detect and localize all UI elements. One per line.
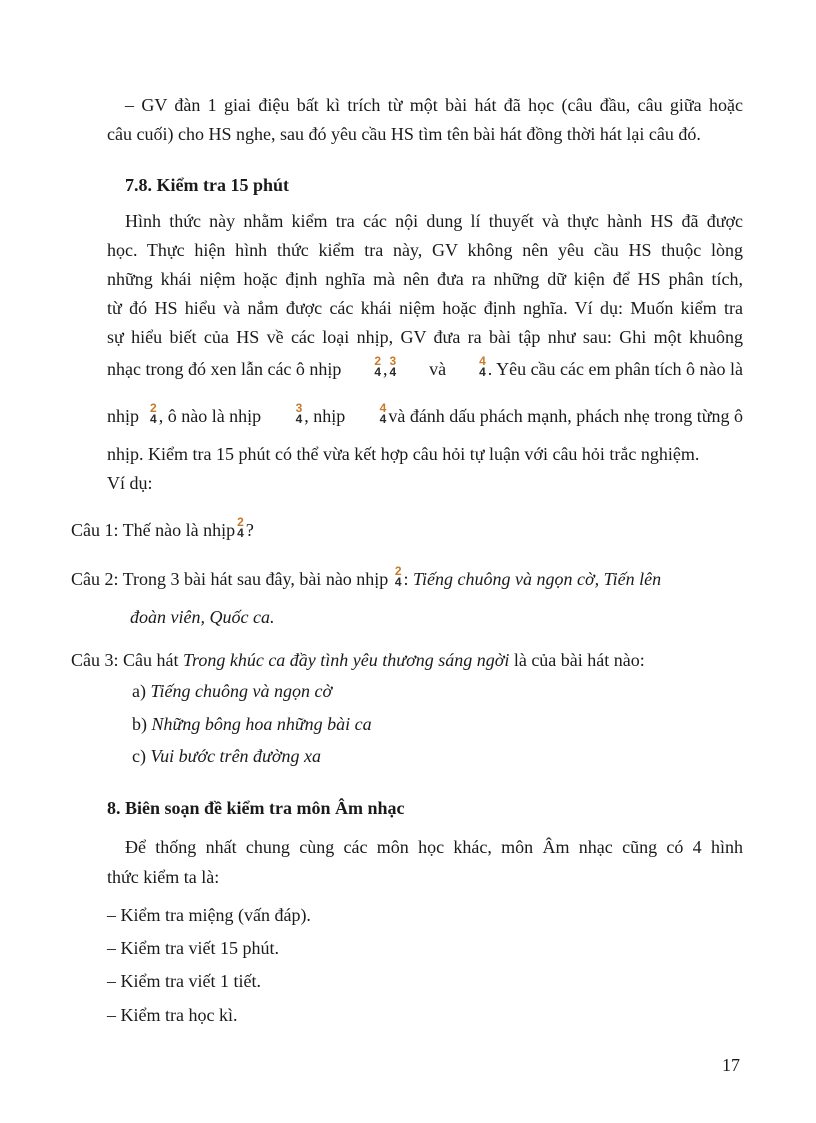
fraction-group	[294, 401, 346, 428]
list-item: – Kiểm tra miệng (vấn đáp).	[107, 905, 311, 925]
section-heading: 8. Biên soạn đề kiểm tra môn Âm nhạc	[107, 798, 405, 818]
paragraph-line: học. Thực hiện hình thức kiểm tra này, GV không nên yêu cầu HS thuộc lòng	[107, 240, 743, 260]
question-text: Câu 3: Câu hát	[71, 650, 179, 670]
question-1	[71, 515, 254, 542]
time-signature-4-4: 4 4	[379, 401, 387, 426]
text-segment: , ô nào là nhịp	[158, 406, 262, 426]
fraction-group	[107, 401, 262, 428]
question-2	[71, 564, 662, 591]
question-text: Câu 2: Trong 3 bài hát sau đây, bài nào nhịp	[71, 569, 389, 589]
time-signature-2-4: 2 4	[374, 354, 382, 379]
paragraph-line: những khái niệm hoặc định nghĩa mà nên đưa ra những dữ kiện để HS phân tích,	[107, 269, 743, 289]
section-heading: 7.8. Kiểm tra 15 phút	[125, 175, 289, 195]
list-item: – Kiểm tra viết 15 phút.	[107, 938, 279, 958]
time-signature-2-4: 2 4	[394, 564, 402, 589]
question-text: là của bài hát nào:	[513, 650, 645, 670]
list-item: – Kiểm tra học kì.	[107, 1005, 238, 1025]
text-segment: và	[429, 359, 447, 379]
paragraph-line: sự hiểu biết của HS về các loại nhịp, GV đưa ra bài tập như sau: Ghi một khuông	[107, 327, 743, 347]
paragraph-line: thức kiểm ta là:	[107, 867, 220, 887]
page-number: 17	[722, 1055, 740, 1075]
question-text: :	[403, 569, 409, 589]
paragraph-line: câu cuối) cho HS nghe, sau đó yêu cầu HS tìm tên bài hát đồng thời hát lại câu đó.	[107, 124, 701, 144]
song-lyric: Trong khúc ca đầy tình yêu thương sáng ngời	[182, 650, 510, 670]
fraction-group	[477, 354, 743, 381]
question-text: Câu 1: Thế nào là nhịp	[71, 520, 236, 540]
paragraph-line: nhịp. Kiểm tra 15 phút có thể vừa kết hợp câu hỏi tự luận với câu hỏi trắc nghiệm.	[107, 444, 700, 464]
time-signature-3-4: 3 4	[389, 354, 397, 379]
text-segment: và đánh dấu phách mạnh, phách nhẹ trong từng ô	[388, 406, 743, 426]
time-signature-4-4: 4 4	[479, 354, 486, 379]
paragraph-line-with-fractions	[107, 401, 743, 428]
song-titles: Tiếng chuông và ngọn cờ, Tiến lên	[413, 569, 662, 589]
paragraph-line: Ví dụ:	[107, 473, 153, 493]
paragraph-line-with-fractions	[107, 354, 743, 381]
question-3	[71, 648, 645, 672]
paragraph-line: – GV đàn 1 giai điệu bất kì trích từ một bài hát đã học (câu đầu, câu giữa hoặc	[125, 95, 743, 115]
question-text: ?	[245, 520, 254, 540]
paragraph-line: Để thống nhất chung cùng các môn học khác, môn Âm nhạc cũng có 4 hình	[125, 837, 743, 857]
text-segment: , nhịp	[304, 406, 346, 426]
answer-option-c: c) Vui bước trên đường xa	[132, 746, 321, 766]
paragraph-line: từ đó HS hiểu và nắm được các khái niệm hoặc định nghĩa. Ví dụ: Muốn kiểm tra	[107, 298, 743, 318]
time-signature-3-4: 3 4	[295, 401, 303, 426]
fraction-group	[378, 401, 743, 428]
time-signature-2-4: 2 4	[237, 515, 244, 540]
time-signature-2-4: 2 4	[150, 401, 157, 426]
fraction-group: 2 4 , 3 4	[374, 354, 397, 379]
answer-option-b: b) Những bông hoa những bài ca	[132, 714, 372, 734]
list-item: – Kiểm tra viết 1 tiết.	[107, 971, 261, 991]
paragraph-line: Hình thức này nhằm kiểm tra các nội dung lí thuyết và thực hành HS đã được	[125, 211, 743, 231]
answer-option-a: a) Tiếng chuông và ngọn cờ	[132, 681, 333, 701]
text-segment: nhịp	[107, 406, 140, 426]
song-titles: đoàn viên, Quốc ca.	[130, 607, 275, 627]
text-segment: . Yêu cầu các em phân tích ô nào là	[487, 359, 743, 379]
text-segment: nhạc trong đó xen lẫn các ô nhịp	[107, 359, 342, 379]
